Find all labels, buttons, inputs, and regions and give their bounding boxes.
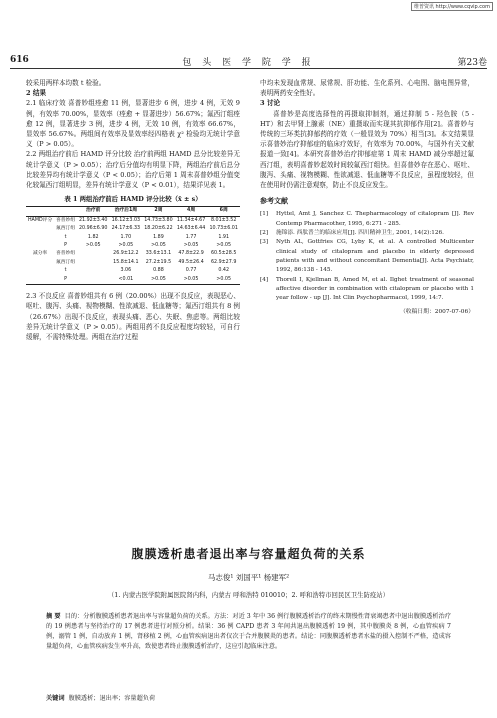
- table-row: [26, 234, 240, 242]
- paragraph: 2.3 不良反应 喜普妙组共有 6 例（20.00%）出现不良反应，表现恶心、呕吐、腹泻、头痛、视物模糊、性欲减退、低血糖等；氟西汀组共有 8 例（26.67%）出现不良反应，表现头痛、恶心、失眠、焦虑等。两组比较差异无统计学意义（P > 0.05）。两组用药不良反应程度均较轻，可自行缓解，不需特殊处理。两组在治疗过程: [26, 292, 240, 341]
- table-row: [26, 259, 240, 267]
- table-header-cell: 治疗前: [77, 207, 110, 216]
- table-cell: [26, 225, 54, 233]
- keywords-label: 关键词: [46, 695, 65, 702]
- article-authors: 马志俊¹ 刘国平¹ 杨建军²: [207, 573, 290, 582]
- table-cell: >0.05: [216, 243, 232, 249]
- table-cell: 1.77: [185, 234, 197, 240]
- section-heading: 2 结果: [26, 89, 47, 98]
- table-cell: 62.9±27.9: [210, 259, 237, 265]
- table-cell: [26, 267, 54, 275]
- table-caption: 表 1 两组治疗前后 HAMD 评分比较（x̄ ± s）: [64, 195, 202, 204]
- reference-number: [2]: [260, 230, 269, 237]
- table-cell: 14.73±3.80: [144, 217, 173, 223]
- references-heading: 参考文献: [260, 196, 288, 206]
- paragraph: 较采用两样本均数 t 检验。: [26, 79, 106, 87]
- table-row: [26, 250, 240, 258]
- article-title: 腹膜透析患者退出率与容量超负荷的关系: [131, 547, 366, 561]
- table-cell: HAMD评分: [27, 217, 53, 223]
- table-cell: >0.05: [207, 276, 240, 285]
- table-cell: 10.73±6.01: [209, 226, 238, 232]
- table-cell: [26, 276, 54, 285]
- table-cell: 喜普妙组: [55, 217, 76, 223]
- table-cell: >0.05: [175, 276, 208, 285]
- reference-item: [260, 238, 474, 275]
- abstract-label: 摘 要: [46, 613, 61, 620]
- table-cell: 11.34±4.67: [176, 217, 206, 223]
- table-row: [26, 276, 240, 285]
- keywords-text: 腹膜透析；退出率；容量超负荷: [68, 695, 156, 702]
- running-header: [10, 55, 487, 69]
- table-cell: <0.01: [110, 276, 143, 285]
- reference-number: [3]: [260, 239, 269, 246]
- table-cell: 15.8±14.1: [113, 259, 139, 265]
- table-cell: 1.89: [153, 234, 164, 240]
- table-cell: 20.96±6.90: [79, 226, 108, 232]
- table-cell: t: [64, 268, 67, 274]
- hamd-table: [26, 206, 240, 285]
- reference-text: Hyttel, Amt J, Sanchez C. Thepharmacology of citalopram [J]. Rev Contemp Pharmacother, 1995, 6:271 - 285.: [276, 211, 474, 227]
- table-cell: 26.9±12.2: [113, 251, 139, 257]
- table-header-cell: 6周: [207, 207, 240, 216]
- paragraph: 喜普妙是高度选择性的再摄取抑制剂，通过抑制 5 - 羟色胺（5 - HT）和去甲肾上腺素（NE）重摄取而实现其抗抑郁作用[2]。喜普妙与传统的三环类抗抑郁药的疗效（一般显效为 70%）相当[3]。本文结果显示喜普妙治疗抑郁症的临床疗效好，有效率为 70.00%，与国外有关文献报道一致[4]。本研究喜普妙治疗抑郁症第 1 周末 HAMD 减分率超过氟西汀组，表明喜普妙起效时间较氟西汀组快。但喜普妙存在恶心、呕吐、腹泻、头痛、视物模糊、性欲减退、低血糖等不良反应，虽程度较轻，但在使用时仍需注意观察，防止不良反应发生。: [260, 109, 474, 190]
- reference-number: [4]: [260, 276, 269, 283]
- received-date: （收稿日期：2007-07-06）: [399, 309, 474, 316]
- section-heading: 3 讨论: [260, 99, 281, 108]
- table-cell: P: [64, 243, 68, 249]
- table-header-cell: 4周: [175, 207, 208, 216]
- table-cell: [26, 234, 54, 242]
- table-cell: 氟西汀组: [55, 259, 76, 265]
- table-cell: 0.88: [153, 268, 164, 274]
- table-cell: >0.05: [142, 276, 175, 285]
- table-cell: 16.12±3.03: [111, 217, 141, 223]
- table-cell: 减分率: [32, 251, 48, 257]
- paragraph: 2.2 两组治疗前后 HAMD 评分比较 治疗前两组 HAMD 总分比较差异无统计学意义（P > 0.05）；治疗后分值均有明显下降，两组治疗前后总分比较差异均有统计学意义（P < 0.05）；治疗后第 1 周末喜普妙组分值变化较氟西汀组明显，差异有统计学意义（P < 0.01），结果详见表 1。: [26, 150, 240, 190]
- table-cell: 27.2±19.5: [145, 259, 172, 265]
- table-row: [26, 216, 240, 225]
- abstract-text: 目的：分析腹膜透析患者退出率与容量超负荷的关系。方法：对近 3 年中 36 例行腹膜透析治疗的终末期慢性肾衰竭患者中退出腹膜透析治疗的 19 例患者与坚持治疗的 17 例患者进行对照分析。结果：36 例 CAPD 患者 3 年间共退出腹膜透析 19 例，其中腹膜炎 8 例，心血管疾病 7 例，溺管 1 例，自动放弃 1 例，肾移植 2 例，心血管疾病退出者仅次于合并腹膜炎的患者。结论：同腹膜透析患者水盐的摄入控制不严格，造成容量超负荷，心血管疾病发生率升高，致使患者终止腹膜透析治疗，这应引起临床注意。: [46, 613, 451, 650]
- article-affiliation: （1. 内蒙古医学院附属医院肾内科，内蒙古 呼和浩特 010010；2. 呼和浩特市回民区卫生防疫站）: [107, 591, 390, 599]
- table-cell: >0.05: [118, 243, 134, 249]
- table-row: [26, 242, 240, 250]
- table-cell: 3.06: [120, 268, 132, 274]
- table-cell: P: [54, 276, 77, 285]
- table-cell: [77, 267, 110, 275]
- left-column: [26, 78, 240, 342]
- table-cell: 33.6±13.1: [145, 251, 172, 257]
- table-cell: 49.5±26.4: [178, 259, 204, 265]
- table-cell: 14.63±6.44: [176, 226, 206, 232]
- table-cell: 24.17±6.33: [111, 226, 141, 232]
- table-cell: 60.5±28.5: [210, 251, 237, 257]
- table-header-cell: [54, 207, 77, 216]
- table-header-cell: 2周: [142, 207, 175, 216]
- table-cell: >0.05: [85, 243, 101, 249]
- table-header-cell: [26, 207, 54, 216]
- table-cell: 47.8±22.9: [178, 251, 204, 257]
- reference-text: Nyth AL, Gottfries CG, Lyby K, et al. A controlled Multicenter clinical study of citalopram and placebo in elderly depressed patients with and without concomitant Dementia[J]. Acta Psychiatr, 1992, 86:138 - 145.: [276, 239, 474, 274]
- table-header-cell: 治疗后1周: [110, 207, 143, 216]
- abstract: [46, 612, 451, 652]
- table-cell: [26, 259, 54, 267]
- reference-text: 施锦添. 西肽普兰的临床应用[J]. 四川精神卫生, 2001, 14(2):126.: [276, 230, 444, 237]
- table-cell: t: [64, 234, 67, 240]
- table-cell: [77, 276, 110, 285]
- reference-item: [260, 229, 474, 238]
- right-column: [260, 78, 474, 318]
- table-cell: 8.01±3.52: [210, 217, 237, 223]
- table-cell: 喜普妙组: [55, 251, 76, 257]
- table-cell: 氟西汀组: [55, 226, 76, 232]
- table-cell: >0.05: [183, 243, 199, 249]
- table-cell: 18.20±6.22: [144, 226, 173, 232]
- paragraph: 中均未发现血常规、尿常规、肝功能、生化系列、心电图、脑电图异常，表明两药安全性好。: [260, 79, 474, 98]
- volume-label: 第23卷: [457, 58, 487, 68]
- table-cell: >0.05: [151, 243, 166, 249]
- table-cell: [77, 250, 110, 258]
- table-cell: 1.82: [87, 234, 99, 240]
- table-cell: 0.77: [185, 268, 197, 274]
- reference-item: [260, 210, 474, 229]
- reference-item: [260, 276, 474, 304]
- paragraph: 2.1 临床疗效 喜普妙组痊愈 11 例，显著进步 6 例，进步 4 例，无效 9 例，有效率 70.00%，显效率（痊愈 + 显著进步）56.67%；氟西汀组痊愈 12 例，显著进步 3 例，进步 4 例，无效 10 例，有效率 66.67%，显效率 56.67%。两组间有效率及显效率经四格表 χ² 检验均无统计学意义（P > 0.05）。: [26, 99, 240, 149]
- watermark: 维普资讯 http://www.cqvip.com: [411, 2, 493, 11]
- header-rule: [10, 68, 487, 69]
- reference-number: [1]: [260, 211, 269, 218]
- keywords: [46, 693, 155, 702]
- table-row: [26, 225, 240, 233]
- references-list: [260, 210, 474, 303]
- reference-text: Thorell I, Kjellman B, Amed M, et al. Ilghet treatment of seasonal affective disorder in combination with citalopram or placebo with 1 year follow - up [J]. Int Clin Psychopharmacol, 1999, 14:7.: [276, 276, 474, 302]
- journal-name: 包 头 医 学 院 学 报: [182, 58, 315, 68]
- table-row: [26, 267, 240, 275]
- table-cell: 21.92±3.40: [79, 217, 108, 223]
- table-cell: 1.91: [218, 234, 230, 240]
- table-cell: 1.70: [120, 234, 132, 240]
- table-cell: [77, 259, 110, 267]
- table-cell: 0.42: [218, 268, 230, 274]
- table-cell: [26, 242, 54, 250]
- page-number: 616: [10, 55, 29, 65]
